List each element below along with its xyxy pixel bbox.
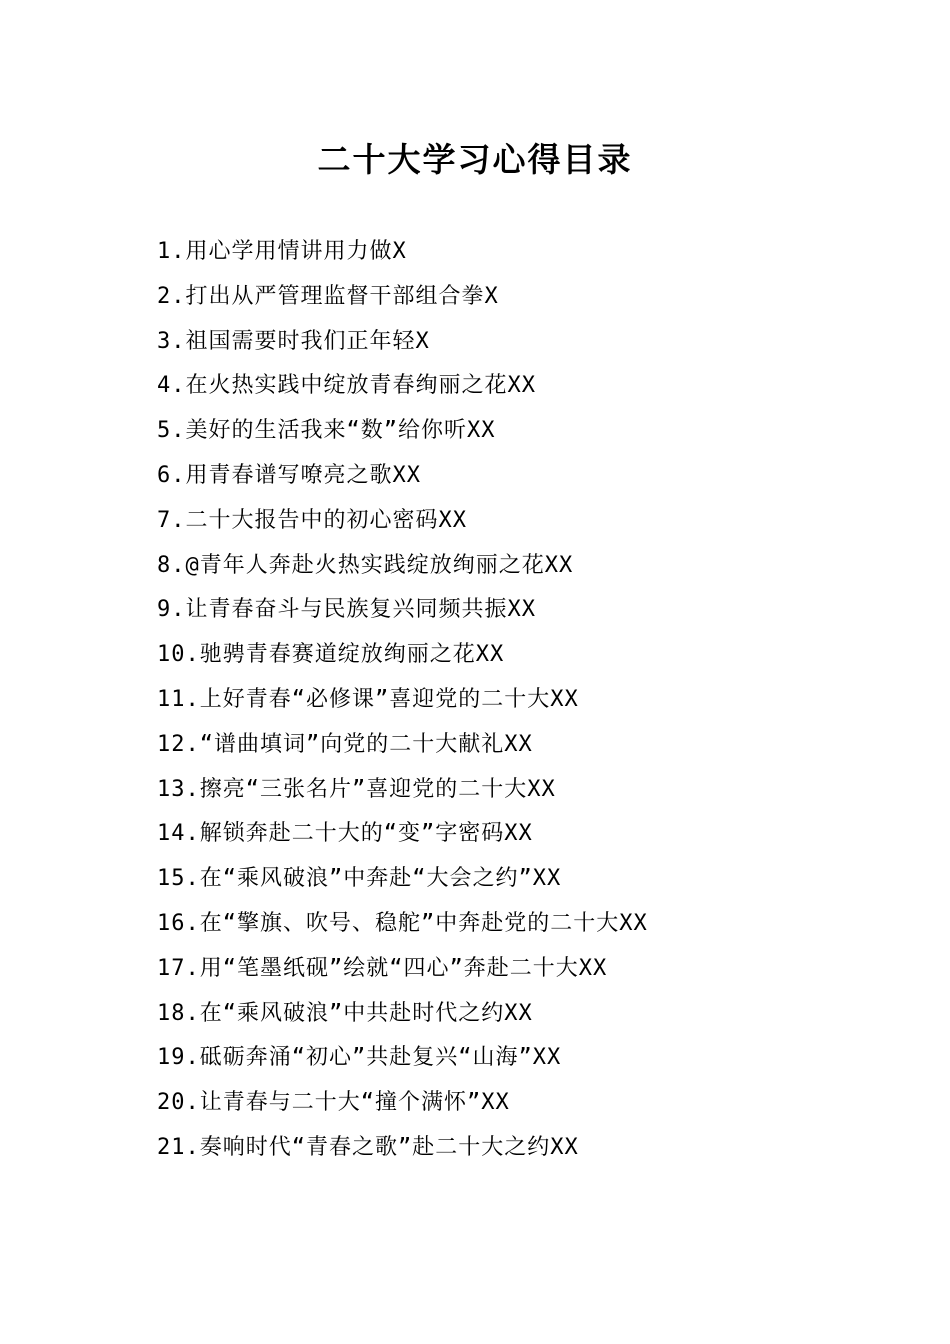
toc-item-11: 11.上好青春“必修课”喜迎党的二十大XX [157,686,579,712]
toc-item-13: 13.擦亮“三张名片”喜迎党的二十大XX [157,776,556,802]
toc-item-7: 7.二十大报告中的初心密码XX [157,507,467,533]
toc-item-9: 9.让青春奋斗与民族复兴同频共振XX [157,597,536,623]
toc-item-20: 20.让青春与二十大“撞个满怀”XX [157,1090,510,1116]
toc-item-19: 19.砥砺奔涌“初心”共赴复兴“山海”XX [157,1045,562,1071]
toc-item-10: 10.驰骋青春赛道绽放绚丽之花XX [157,642,505,668]
toc-item-16: 16.在“擎旗、吹号、稳舵”中奔赴党的二十大XX [157,910,648,936]
toc-item-5: 5.美好的生活我来“数”给你听XX [157,418,496,444]
toc-item-21: 21.奏响时代“青春之歌”赴二十大之约XX [157,1134,579,1160]
table-of-contents [157,230,857,1171]
toc-item-2: 2.打出从严管理监督干部组合拳X [157,283,499,309]
toc-item-15: 15.在“乘风破浪”中奔赴“大会之约”XX [157,866,562,892]
toc-item-12: 12.“谱曲填词”向党的二十大献礼XX [157,731,533,757]
toc-item-4: 4.在火热实践中绽放青春绚丽之花XX [157,373,536,399]
toc-item-3: 3.祖国需要时我们正年轻X [157,328,430,354]
toc-item-6: 6.用青春谱写嘹亮之歌XX [157,462,421,488]
toc-item-8: 8.@青年人奔赴火热实践绽放绚丽之花XX [157,552,574,578]
toc-item-1: 1.用心学用情讲用力做X [157,239,407,264]
toc-item-17: 17.用“笔墨纸砚”绘就“四心”奔赴二十大XX [157,955,608,981]
toc-item-18: 18.在“乘风破浪”中共赴时代之约XX [157,1000,533,1026]
document-title: 二十大学习心得目录 [317,140,633,179]
toc-item-14: 14.解锁奔赴二十大的“变”字密码XX [157,821,533,847]
